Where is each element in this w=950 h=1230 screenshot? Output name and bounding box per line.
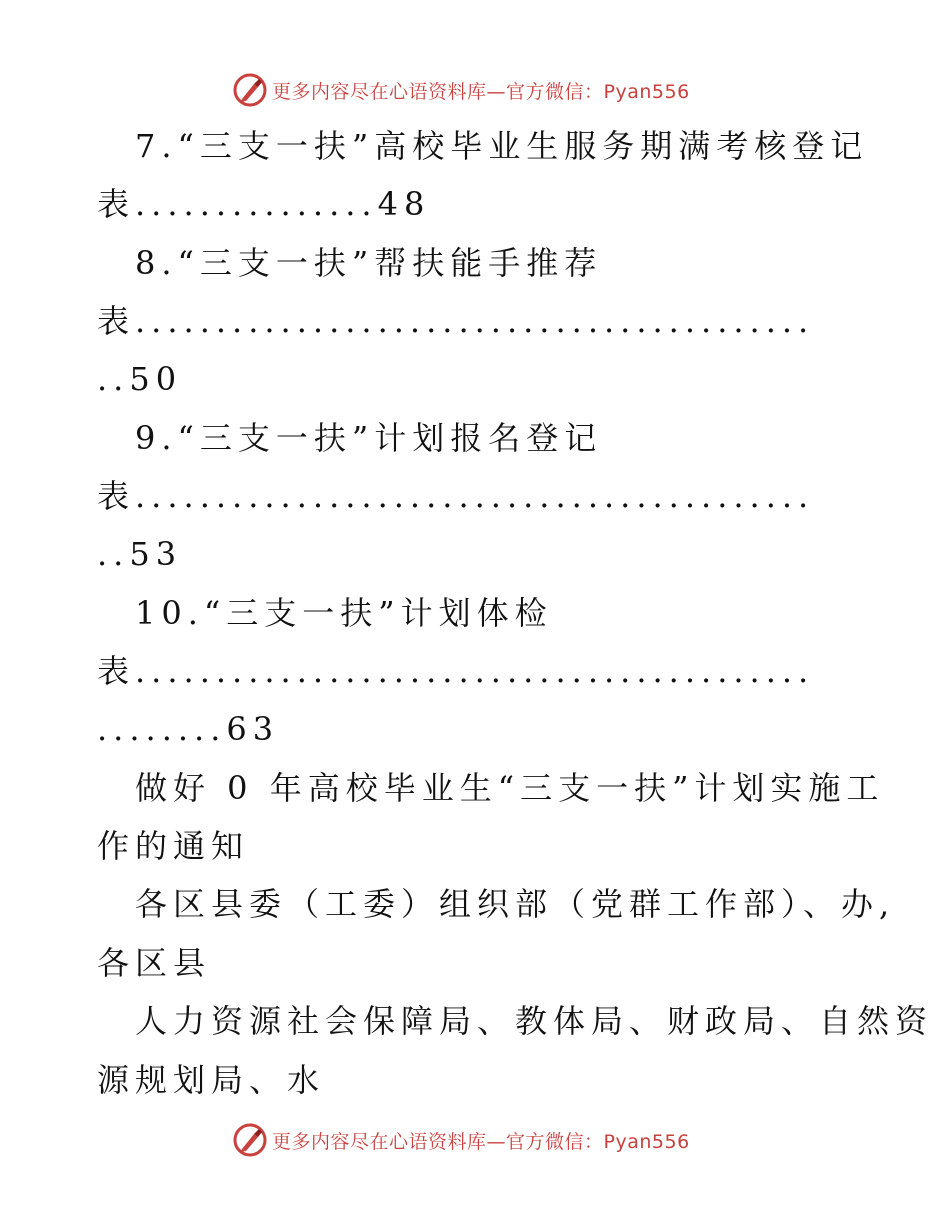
watermark-footer	[232, 1120, 752, 1160]
addressee-line-3: 人力资源社会保障局、教体局、财政局、自然资	[135, 1002, 934, 1040]
toc-item-10-page: ........63	[97, 710, 280, 748]
toc-item-9-page: ..53	[97, 535, 183, 573]
toc-item-7-page: 表...............48	[97, 185, 431, 223]
toc-item-10-leader: 表..........................................	[97, 652, 815, 690]
addressee-line-4: 源规划局、水	[97, 1061, 326, 1099]
addressee-line-2: 各区县	[97, 944, 212, 982]
toc-item-9-leader: 表..........................................	[97, 477, 815, 515]
watermark-text: 更多内容尽在心语资料库—官方微信：Pyan556	[272, 80, 690, 103]
toc-item-10-title: 10.“三支一扶”计划体检	[135, 594, 553, 632]
toc-item-8-leader: 表..........................................	[97, 302, 815, 340]
toc-item-8-title: 8.“三支一扶”帮扶能手推荐	[135, 244, 603, 282]
watermark-header	[232, 70, 752, 110]
toc-item-8-page: ..50	[97, 360, 183, 398]
notice-title-line-1: 做好 0 年高校毕业生“三支一扶”计划实施工	[135, 769, 885, 807]
pen-logo-icon	[232, 72, 268, 108]
toc-item-7-title: 7.“三支一扶”高校毕业生服务期满考核登记	[135, 127, 869, 165]
pen-logo-icon	[232, 1122, 268, 1158]
toc-item-9-title: 9.“三支一扶”计划报名登记	[135, 419, 603, 457]
addressee-line-1: 各区县委（工委）组织部（党群工作部）、办,	[135, 885, 896, 923]
watermark-text: 更多内容尽在心语资料库—官方微信：Pyan556	[272, 1130, 690, 1153]
notice-title-line-2: 作的通知	[97, 827, 250, 865]
